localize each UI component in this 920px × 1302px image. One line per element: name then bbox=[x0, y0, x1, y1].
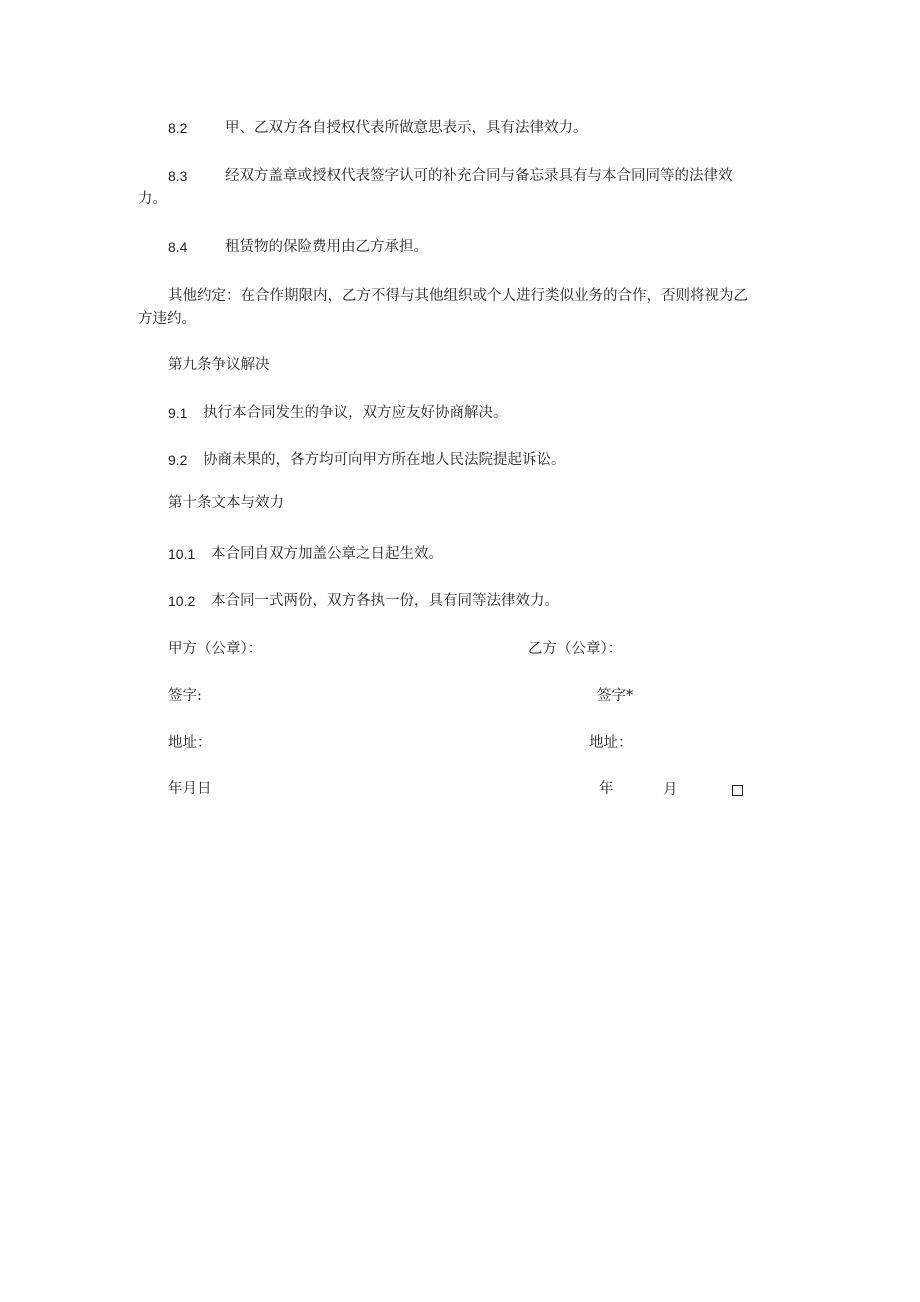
party-b-month-label: 月 bbox=[663, 782, 678, 798]
party-b-signature-label: 签字* bbox=[597, 688, 634, 704]
clause-number: 8.2 bbox=[168, 120, 188, 136]
day-placeholder-box-icon bbox=[732, 781, 743, 802]
article-10-heading: 第十条文本与效力 bbox=[168, 495, 284, 511]
party-b-seal-label: 乙方（公章）： bbox=[528, 641, 623, 657]
clause-10-1 bbox=[168, 544, 195, 566]
clause-8-3-text-cont: 力。 bbox=[138, 191, 167, 207]
party-a-signature-label: 签字: bbox=[168, 688, 202, 704]
clause-8-2-text: 甲、乙双方各自授权代表所做意思表示，具有法律效力。 bbox=[225, 120, 588, 136]
clause-number: 9.1 bbox=[168, 405, 188, 421]
clause-number: 8.3 bbox=[168, 168, 188, 184]
party-a-seal-label: 甲方（公章）： bbox=[168, 641, 263, 657]
party-b-address-label: 地址： bbox=[589, 735, 633, 751]
clause-8-4 bbox=[168, 237, 187, 259]
clause-8-3 bbox=[168, 166, 187, 188]
party-a-date-label: 年月日 bbox=[168, 781, 212, 797]
clause-9-2 bbox=[168, 450, 187, 472]
other-provisions-line-1: 其他约定：在合作期限内，乙方不得与其他组织或个人进行类似业务的合作，否则将视为乙 bbox=[168, 288, 748, 304]
article-9-heading: 第九条争议解决 bbox=[168, 357, 270, 373]
clause-10-2 bbox=[168, 591, 195, 613]
box-icon bbox=[732, 785, 743, 796]
clause-9-1 bbox=[168, 403, 187, 425]
party-a-address-label: 地址： bbox=[168, 735, 212, 751]
clause-number: 10.2 bbox=[168, 593, 196, 609]
clause-8-4-text: 租赁物的保险费用由乙方承担。 bbox=[225, 239, 428, 255]
clause-9-1-text: 执行本合同发生的争议，双方应友好协商解决。 bbox=[203, 405, 508, 421]
clause-number: 9.2 bbox=[168, 452, 188, 468]
other-provisions-line-2: 方违约。 bbox=[138, 311, 196, 327]
clause-8-2 bbox=[168, 118, 187, 140]
clause-number: 10.1 bbox=[168, 546, 196, 562]
clause-9-2-text: 协商未果的，各方均可向甲方所在地人民法院提起诉讼。 bbox=[203, 452, 566, 468]
clause-10-1-text: 本合同自双方加盖公章之日起生效。 bbox=[211, 546, 443, 562]
clause-10-2-text: 本合同一式两份，双方各执一份，具有同等法律效力。 bbox=[211, 593, 559, 609]
clause-8-3-text: 经双方盖章或授权代表签字认可的补充合同与备忘录具有与本合同同等的法律效 bbox=[225, 168, 733, 184]
party-b-year-label: 年 bbox=[599, 781, 614, 797]
clause-number: 8.4 bbox=[168, 239, 188, 255]
